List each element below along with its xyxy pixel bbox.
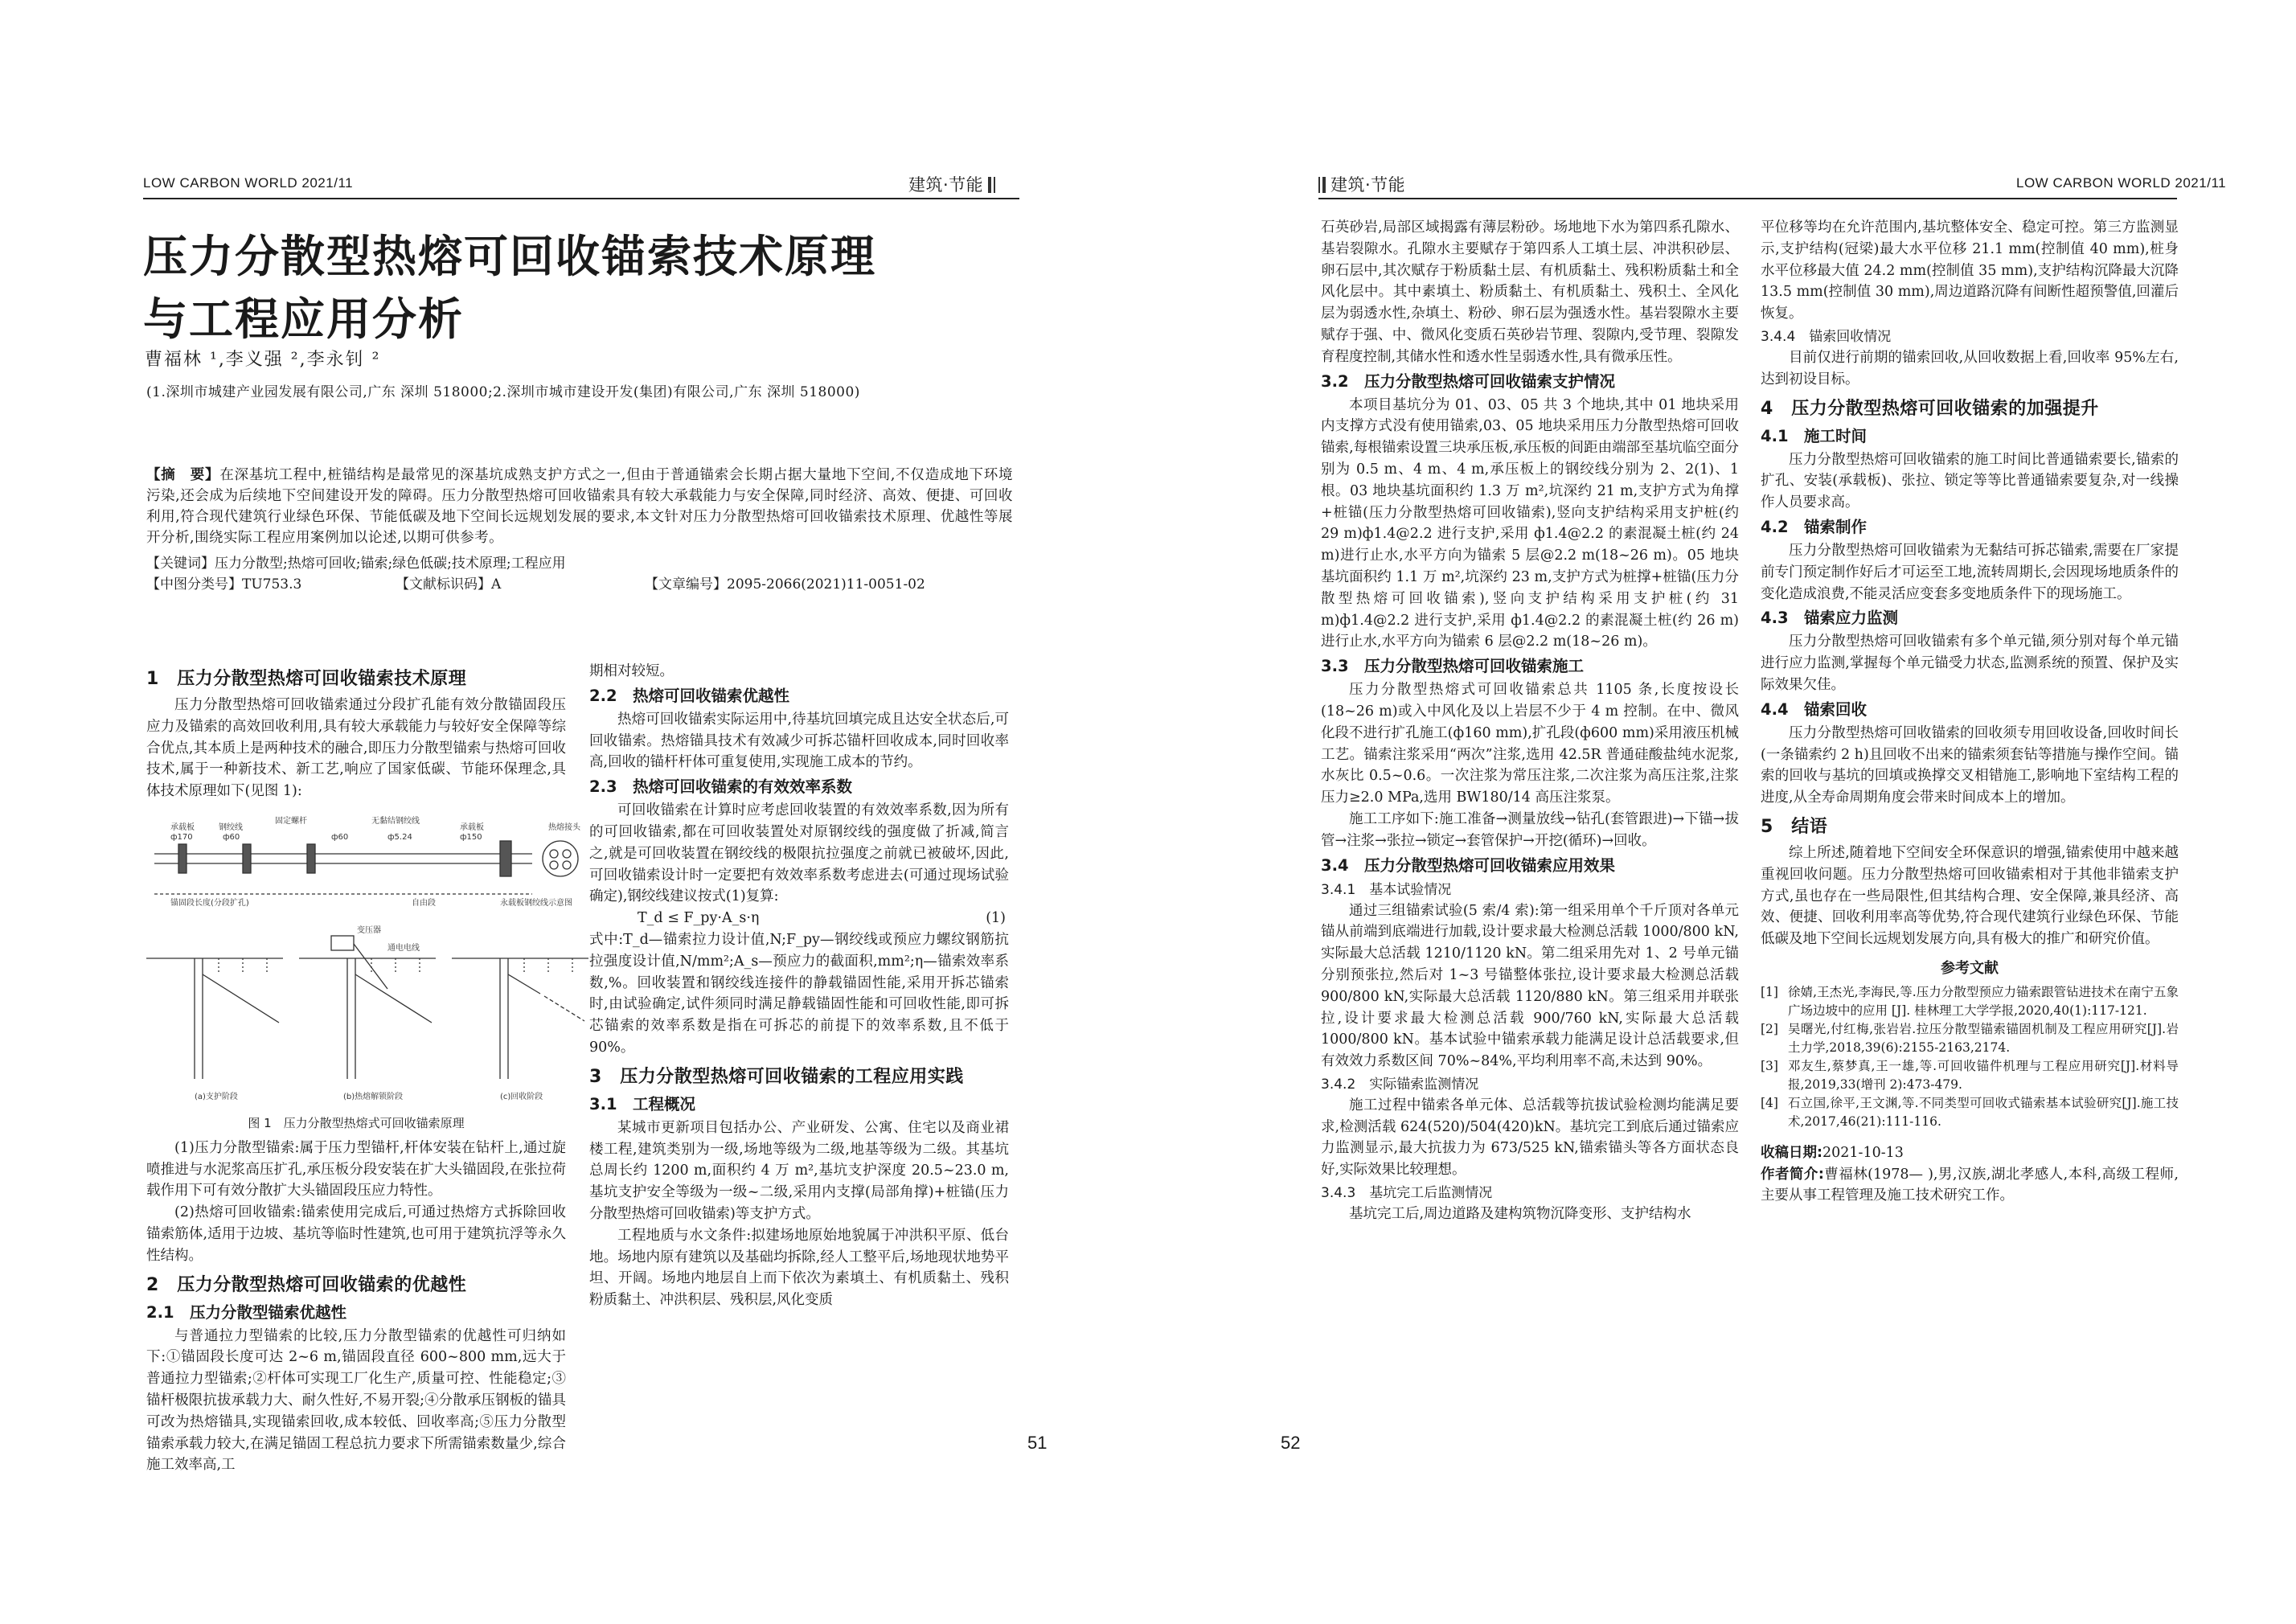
journal-header: LOW CARBON WORLD 2021/11	[2016, 175, 2227, 191]
reference-item	[1761, 1020, 2179, 1057]
fig-sub-caption: (b)热熔解锁阶段	[343, 1092, 404, 1101]
formula	[589, 908, 1009, 929]
right-page	[1148, 0, 2296, 1624]
author-bio	[1761, 1164, 2179, 1208]
abstract-label: 【摘 要】	[146, 467, 220, 483]
paragraph: 本项目基坑分为 01、03、05 共 3 个地块,其中 01 地块采用内支撑方式没有使用锚索,03、05 地块采用压力分散型热熔可回收锚索,每根锚索设置三块承压板,承压板的间距由端部至基坑临空面分别为 0.5 m、4 m、4 m,承压板上的钢绞线分别为 2、2(1)、1 根。03 地块基坑面积约 1.3 万 m²,坑深约 21 m,支护方式为角撑+桩锚(压力分散型热熔可回收锚索),竖向支护结构采用支护桩(约 29 m)ф1.4@2.2 进行支护,采用 ф1.4@2.2 的素混凝土桩(约 24 m)进行止水,水平方向为锚索 5 层@2.2 m(18~26 m)。05 地块基坑面积约 1.1 万 m²,坑深约 23 m,支护方式为桩撑+桩锚(压力分散型热熔可回收锚索),竖向支护结构采用支护桩(约 31 m)ф1.4@2.2 进行支护,采用 ф1.4@2.2 的素混凝土桩(约 26 m)进行止水,水平方向为锚索 6 层@2.2 m(18~26 m)。	[1321, 396, 1739, 650]
fig-label: 永载板钢绞线示意图	[500, 898, 572, 908]
bio-label: 作者简介:	[1761, 1166, 1824, 1183]
header-rule	[143, 198, 1019, 199]
paragraph: 压力分散型热熔可回收锚索有多个单元锚,须分别对每个单元锚进行应力监测,掌握每个单元锚受力状态,监测系统的预置、保护及实际效果欠佳。	[1761, 634, 2179, 693]
left-column-1	[146, 661, 580, 1476]
paragraph: 压力分散型热熔可回收锚索的回收须专用回收设备,回收时间长(一条锚索约 2 h)且回收不出来的锚索须套钻等措施与操作空间。锚索的回收与基坑的回填或换撑交叉相错施工,影响地下室结构工程的进度,从全寿命周期角度会带来时间成本上的增加。	[1761, 724, 2179, 806]
paragraph: (2)热熔可回收锚索:锚索使用完成后,可通过热熔方式拆除回收锚索筋体,适用于边坡、基坑等临时性建筑,也可用于建筑抗浮等永久性结构。	[146, 1204, 566, 1264]
header-marker	[994, 177, 995, 193]
subsection-heading: 2.3 热熔可回收锚索的有效效率系数	[589, 777, 853, 797]
paragraph: 压力分散型热熔可回收锚索的施工时间比普通锚索要长,锚索的扩孔、安装(承载板)、张拉、锁定等等比普通锚索要复杂,对一线操作人员要求高。	[1761, 451, 2179, 511]
abstract	[146, 465, 1013, 548]
reference-item	[1761, 983, 2179, 1020]
subsection-heading: 3.2 压力分散型热熔可回收锚索支护情况	[1321, 371, 1616, 391]
fig-label: 自由段	[412, 898, 436, 908]
fig-label: 无黏结钢绞线	[371, 816, 420, 826]
paragraph: 平位移等均在允许范围内,基坑整体安全、稳定可控。第三方监测显示,支护结构(冠梁)最大水平位移 21.1 mm(控制值 40 mm),桩身水平位移最大值 24.2 mm(控制值 35 mm),支护结构沉降最大沉降 13.5 mm(控制值 30 mm),周边道路沉降有间断性超预警值,回灌后恢复。	[1761, 219, 2179, 322]
section-heading: 3 压力分散型热熔可回收锚索的工程应用实践	[589, 1066, 964, 1087]
subsubsection-heading: 3.4.4 锚索回收情况	[1761, 328, 1892, 345]
bio-text: 曹福林(1978— ),男,汉族,湖北孝感人,本科,高级工程师,主要从事工程管理及施工技术研究工作。	[1761, 1166, 2179, 1204]
reference-number: [3]	[1761, 1058, 1778, 1073]
figure-caption: 图 1 压力分散型热熔式可回收锚索原理	[248, 1115, 465, 1130]
paragraph: 目前仅进行前期的锚索回收,从回收数据上看,回收率 95%左右,达到初设目标。	[1761, 349, 2179, 388]
figure-1	[146, 806, 597, 1111]
reference-text: 徐婧,王杰光,李海民,等.压力分散型预应力锚索跟管钻进技术在南宁五象广场边坡中的应用 [J]. 桂林理工大学学报,2020,40(1):117-121.	[1788, 984, 2179, 1018]
fig-label: 钢绞线	[219, 822, 243, 832]
paragraph: 某城市更新项目包括办公、产业研发、公寓、住宅以及商业裙楼工程,建筑类别为一级,场地等级为二级,地基等级为二级。其基坑总周长约 1200 m,面积约 4 万 m²,基坑支护深度 20.5~23.0 m,基坑支护安全等级为一级~二级,采用内支撑(局部角撑)+桩锚(压力分散型热熔可回收锚索)等支护方式。	[589, 1119, 1009, 1222]
fig-label: 锚固段长度(分段扩孔)	[170, 898, 249, 908]
paragraph: 施工过程中锚索各单元体、总活载等抗拔试验检测均能满足要求,检测活载 624(520)/504(420)kN。基坑完工到底后通过锚索应力监测显示,最大抗拔力为 673/525 kN,锚索锚头等各方面状态良好,实际效果比较理想。	[1321, 1097, 1739, 1179]
subsection-heading: 4.4 锚索回收	[1761, 699, 1868, 719]
category-label: 建筑·节能	[908, 175, 984, 195]
section-heading: 2 压力分散型热熔可回收锚索的优越性	[146, 1274, 467, 1295]
paragraph: 综上所述,随着地下空间安全环保意识的增强,锚索使用中越来越重视回收问题。压力分散型热熔可回收锚索相对于其他非锚索支护方式,虽也存在一些局限性,但其结构合理、安全保障,兼具经济、高效、便捷、回收利用率高等优势,符合现代建筑行业绿色环保、节能低碳及地下空间长远规划发展方向,具有极大的推广和研究价值。	[1761, 844, 2179, 948]
reference-text: 石立国,徐平,王文渊,等.不同类型可回收式锚索基本试验研究[J].施工技术,2017,46(21):111-116.	[1788, 1095, 2179, 1129]
fig-label: 热熔接头	[548, 822, 580, 832]
anchor-diagram	[146, 806, 597, 1111]
subsection-heading: 2.1 压力分散型锚索优越性	[146, 1302, 347, 1322]
fig-label: ф5.24	[387, 832, 412, 842]
journal-header: LOW CARBON WORLD 2021/11	[143, 175, 354, 191]
subsection-heading: 3.3 压力分散型热熔可回收锚索施工	[1321, 657, 1585, 676]
paragraph: 压力分散型热熔可回收锚索通过分段扩孔能有效分散锚固段压应力及锚索的高效回收利用,具有较大承载能力与较好安全保障等综合优点,其本质上是两种技术的融合,即压力分散型锚索与热熔可回收技术,属于一种新技术、新工艺,响应了国家低碳、节能环保理念,具体技术原理如下(见图 1):	[146, 697, 566, 800]
subsubsection-heading: 3.4.2 实际锚索监测情况	[1321, 1076, 1479, 1093]
subsection-heading: 4.2 锚索制作	[1761, 517, 1868, 536]
article-no-value: 2095-2066(2021)11-0051-02	[727, 576, 925, 593]
page-number: 51	[1027, 1433, 1048, 1453]
article-no-label: 【文章编号】	[645, 576, 727, 593]
fig-label: ф60	[331, 832, 349, 842]
title-line-2: 与工程应用分析	[143, 293, 465, 345]
clc-label: 【中图分类号】	[146, 576, 242, 593]
category-header	[1318, 172, 1405, 196]
paragraph: 基坑完工后,周边道路及建构筑物沉降变形、支护结构水	[1349, 1206, 1691, 1223]
fig-sub-caption: (a)支护阶段	[195, 1092, 238, 1101]
fig-label: 承载板	[170, 822, 195, 832]
authors: 曹福林 ¹,李义强 ²,李永钊 ²	[145, 350, 381, 370]
fig-sub-caption: (c)回收阶段	[500, 1092, 543, 1101]
received-label: 收稿日期:	[1761, 1144, 1822, 1161]
right-column-2	[1761, 217, 2179, 1207]
subsection-heading: 3.1 工程概况	[589, 1094, 696, 1113]
category-header	[908, 172, 995, 196]
subsection-heading: 2.2 热熔可回收锚索优越性	[589, 686, 790, 705]
fig-label: 承载板	[460, 822, 484, 832]
keywords: 压力分散型;热熔可回收;锚索;绿色低碳;技术原理;工程应用	[215, 556, 566, 572]
received-value: 2021-10-13	[1822, 1144, 1904, 1161]
left-column-2	[589, 661, 1009, 1311]
paragraph: 工程地质与水文条件:拟建场地原始地貌属于冲洪积平原、低台地。场地内原有建筑以及基础均拆除,经人工整平后,场地现状地势平坦、开阔。场地内地层自上而下依次为素填土、有机质黏土、残积粉质黏土、冲洪积层、残积层,风化变质	[589, 1227, 1009, 1309]
paragraph: 式中:T_d—锚索拉力设计值,N;F_py—钢绞线或预应力螺纹钢筋抗拉强度设计值,N/mm²;A_s—预应力的截面积,mm²;η—锚索效率系数,%。回收装置和钢绞线连接件的静载锚固性能,采用开拆芯锚索时,由试验确定,试件须同时满足静载锚固性能和可回收性能,即可拆芯锚索的效率系数是指在可拆芯的前提下的效率系数,且不低于 90%。	[589, 931, 1009, 1056]
reference-number: [1]	[1761, 984, 1778, 999]
doc-label: 【文献标识码】	[396, 576, 491, 593]
article-meta	[146, 553, 1013, 595]
section-heading: 4 压力分散型热熔可回收锚索的加强提升	[1761, 398, 2099, 419]
paragraph: 热熔可回收锚索实际运用中,待基坑回填完成且达安全状态后,可回收锚索。热熔锚具技术有效减少可拆芯锚杆回收成本,同时回收率高,回收的锚杆杆体可重复使用,实现施工成本的节约。	[589, 711, 1009, 771]
reference-number: [4]	[1761, 1095, 1778, 1110]
paragraph: 期相对较短。	[589, 663, 674, 679]
article-title	[143, 225, 955, 351]
formula-text: T_d ≤ F_py·A_s·η	[638, 910, 760, 927]
paragraph: 压力分散型热熔可回收锚索为无黏结可拆芯锚索,需要在厂家提前专门预定制作好后才可运至工地,流转周期长,会因现场地质条件的变化造成浪费,不能灵活应变套多变地质条件下的现场施工。	[1761, 542, 2179, 602]
keywords-label: 【关键词】	[146, 556, 215, 572]
header-marker	[1322, 177, 1326, 193]
doc-value: A	[491, 576, 502, 593]
fig-label: ф170	[170, 832, 193, 842]
reference-text: 邓友生,蔡梦真,王一雄,等.可回收锚件机理与工程应用研究[J].材料导报,2019,33(增刊 2):473-479.	[1788, 1058, 2179, 1092]
subsection-heading: 4.1 施工时间	[1761, 426, 1868, 445]
fig-label: 固定螺杆	[275, 816, 307, 826]
fig-label: ф150	[460, 832, 482, 842]
header-marker	[988, 177, 991, 193]
section-heading: 1 压力分散型热熔可回收锚索技术原理	[146, 669, 467, 689]
paragraph: 可回收锚索在计算时应考虑回收装置的有效效率系数,因为所有的可回收锚索,都在可回收装置处对原钢绞线的强度做了折减,简言之,就是可回收装置在钢绞线的极限抗拉强度之前就已被破坏,因此,可回收锚索设计时一定要把有效效率系数考虑进去(可通过现场试验确定),钢绞线建议按式(1)复算:	[589, 802, 1009, 905]
fig-label: 变压器	[357, 925, 381, 935]
subsubsection-heading: 3.4.3 基坑完工后监测情况	[1321, 1185, 1493, 1202]
paragraph: 石英砂岩,局部区域揭露有薄层粉砂。场地地下水为第四系孔隙水、基岩裂隙水。孔隙水主要赋存于第四系人工填土层、冲洪积砂层、卵石层中,其次赋存于粉质黏土层、有机质黏土、残积粉质黏土和全风化层中。其中素填土、粉质黏土、有机质黏土、残积土、全风化层为弱透水性,杂填土、粉砂、卵石层为强透水性。基岩裂隙水主要赋存于强、中、微风化变质石英砂岩节理、裂隙内,受节理、裂隙发育程度控制,其储水性和透水性呈弱透水性,具有微承压性。	[1321, 219, 1739, 365]
paragraph: 压力分散型热熔式可回收锚索总共 1105 条,长度按设长(18~26 m)或入中风化及以上岩层不少于 4 m 控制。在中、微风化段不进行扩孔施工(ф160 mm),扩孔段(ф600 mm)采用液压机械工艺。锚索注浆采用“两次”注浆,选用 42.5R 普通硅酸盐纯水泥浆,水灰比 0.5~0.6。一次注浆为常压注浆,二次注浆为高压注浆,注浆压力≥2.0 MPa,选用 BW180/14 高压注浆泵。	[1321, 682, 1739, 806]
subsection-heading: 3.4 压力分散型热熔可回收锚索应用效果	[1321, 855, 1616, 875]
header-rule	[1318, 198, 2177, 199]
formula-number: (1)	[986, 910, 1006, 927]
paragraph: 施工工序如下:施工准备→测量放线→钻孔(套管跟进)→下锚→拔管→注浆→张拉→锁定→套管保护→开挖(循环)→回收。	[1321, 810, 1739, 849]
page-number: 52	[1281, 1433, 1301, 1453]
fig-label: 通电电线	[387, 943, 420, 953]
right-column-1	[1321, 217, 1739, 1225]
subsubsection-heading: 3.4.1 基本试验情况	[1321, 881, 1452, 898]
section-heading: 5 结语	[1761, 816, 1828, 837]
clc-value: TU753.3	[242, 576, 302, 593]
paragraph: 与普通拉力型锚索的比较,压力分散型锚索的优越性可归纳如下:①锚固段长度可达 2~6 m,锚固段直径 600~800 mm,远大于普通拉力型锚索;②杆体可实现工厂化生产,质量可控、性能稳定;③锚杆极限抗拔承载力大、耐久性好,不易开裂;④分散承压钢板的锚具可改为热熔锚具,实现锚索回收,成本较低、回收率高;⑤压力分散型锚索承载力较大,在满足锚固工程总抗力要求下所需锚索数量少,综合施工效率高,工	[146, 1327, 566, 1474]
paragraph: (1)压力分散型锚索:属于压力型锚杆,杆体安装在钻杆上,通过旋喷推进与水泥浆高压扩孔,承压板分段安装在扩大头锚固段,在张拉荷载作用下可有效分散扩大头锚固段压应力特性。	[146, 1139, 566, 1200]
reference-number: [2]	[1761, 1021, 1778, 1036]
abstract-text: 在深基坑工程中,桩锚结构是最常见的深基坑成熟支护方式之一,但由于普通锚索会长期占据大量地下空间,不仅造成地下环境污染,还会成为后续地下空间建设开发的障碍。压力分散型热熔可回收锚索具有较大承载能力与安全保障,同时经济、高效、便捷、可回收利用,符合现代建筑行业绿色环保、节能低碳及地下空间长远规划发展的要求,本文针对压力分散型热熔可回收锚索技术原理、优越性等展开分析,围绕实际工程应用案例加以论述,以期可供参考。	[146, 467, 1014, 546]
header-marker	[1318, 177, 1320, 193]
category-label: 建筑·节能	[1330, 175, 1406, 195]
affiliation: (1.深圳市城建产业园发展有限公司,广东 深圳 518000;2.深圳市城市建设开发(集团)有限公司,广东 深圳 518000)	[146, 384, 860, 400]
reference-text: 吴曙光,付红梅,张岩岩.拉压分散型锚索锚固机制及工程应用研究[J].岩土力学,2018,39(6):2155-2163,2174.	[1788, 1021, 2179, 1055]
title-line-1: 压力分散型热熔可回收锚索技术原理	[143, 231, 877, 282]
reference-item	[1761, 1094, 2179, 1131]
reference-item	[1761, 1057, 2179, 1094]
paragraph: 通过三组锚索试验(5 索/4 索):第一组采用单个千斤顶对各单元锚从前端到底端进行加载,设计要求最大检测总活载 1000/800 kN,实际最大总活载 1210/1120 kN。第二组采用先对 1、2 号单元锚分别预张拉,然后对 1~3 号锚整体张拉,设计要求最大检测总活载 900/800 kN,实际最大总活载 1120/880 kN。第三组采用并联张拉,设计要求最大检测总活载 900/760 kN,实际最大总活载 1000/800 kN。基本试验中锚索承载力能满足设计总活载要求,但有效效力系数区间 70%~84%,平均利用率不高,未达到 90%。	[1321, 902, 1739, 1070]
received-date	[1761, 1142, 2179, 1164]
references-title: 参考文献	[1941, 959, 1999, 977]
subsection-heading: 4.3 锚索应力监测	[1761, 609, 1899, 628]
fig-label: ф60	[223, 832, 240, 842]
